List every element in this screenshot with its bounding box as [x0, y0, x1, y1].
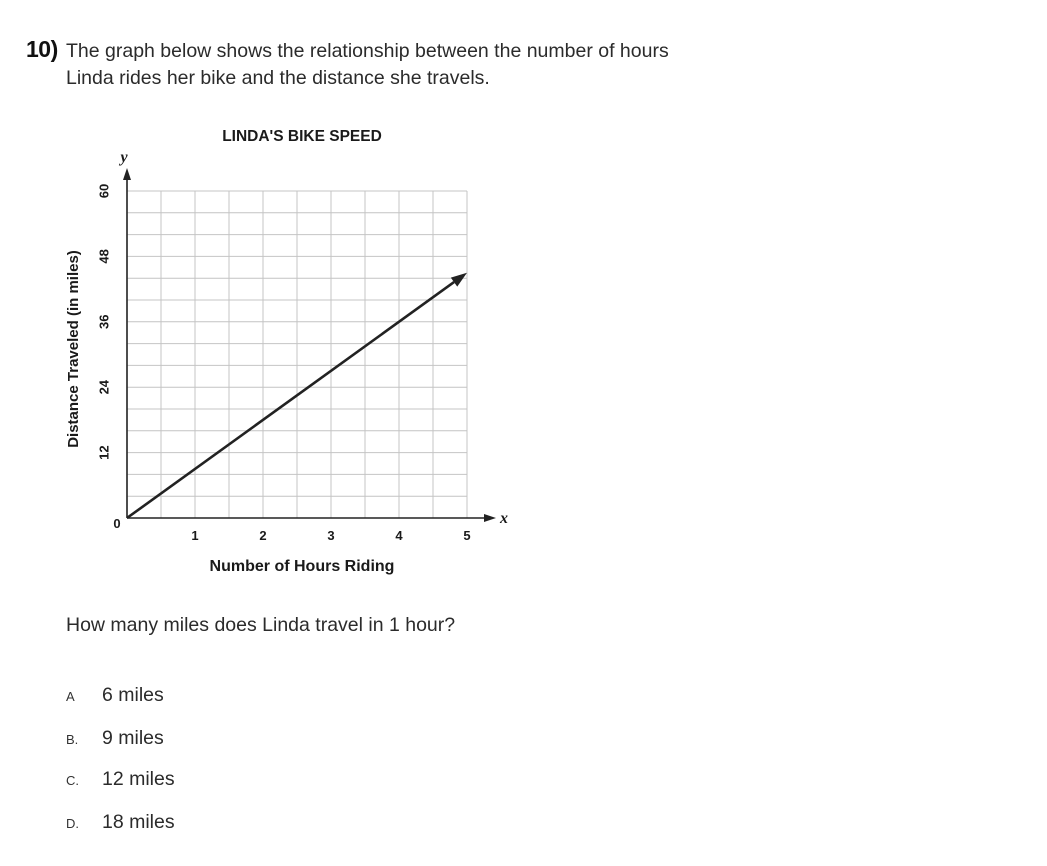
x-tick-label: 0	[113, 516, 121, 531]
choice-b[interactable]	[66, 727, 164, 750]
x-tick-label: 5	[463, 528, 471, 543]
choice-d[interactable]	[66, 811, 175, 834]
y-tick-label: 36	[96, 314, 112, 330]
chart-grid	[127, 191, 467, 518]
choice-a[interactable]	[66, 684, 164, 707]
y-axis-variable: y	[120, 149, 128, 166]
x-axis-variable: x	[500, 510, 508, 527]
chart-title: LINDA'S BIKE SPEED	[222, 128, 382, 145]
choice-letter: C.	[66, 773, 79, 788]
choice-c[interactable]	[66, 768, 175, 791]
choice-text: 9 miles	[102, 727, 164, 749]
y-tick-label: 48	[96, 249, 112, 264]
choice-text: 6 miles	[102, 684, 164, 706]
x-tick-label: 1	[191, 528, 199, 543]
series-line	[127, 282, 454, 518]
y-axis-arrow-icon	[123, 168, 131, 180]
choice-letter: B.	[66, 732, 79, 747]
series-arrow-icon	[451, 273, 467, 287]
chart-tick-labels	[97, 184, 471, 543]
choice-text: 12 miles	[102, 768, 175, 790]
choice-letter: A	[66, 689, 75, 704]
x-tick-label: 3	[327, 528, 335, 543]
chart-axes	[123, 168, 496, 522]
choice-letter: D.	[66, 816, 79, 831]
choice-text: 18 miles	[102, 811, 175, 833]
question-text-line-2: Linda rides her bike and the distance she travels.	[66, 67, 490, 89]
x-axis-label: Number of Hours Riding	[209, 558, 395, 575]
y-tick-label: 12	[96, 445, 112, 460]
x-axis-arrow-icon	[484, 514, 496, 522]
question-number: 10)	[26, 36, 58, 62]
question-text-line-1: The graph below shows the relationship between the number of hours	[66, 40, 669, 62]
y-axis-label: Distance Traveled (in miles)	[65, 250, 82, 448]
x-tick-label: 2	[259, 528, 267, 543]
question-prompt: How many miles does Linda travel in 1 hour?	[66, 614, 456, 636]
y-tick-label: 60	[96, 183, 112, 199]
x-tick-label: 4	[395, 528, 403, 543]
y-tick-label: 24	[96, 379, 112, 395]
